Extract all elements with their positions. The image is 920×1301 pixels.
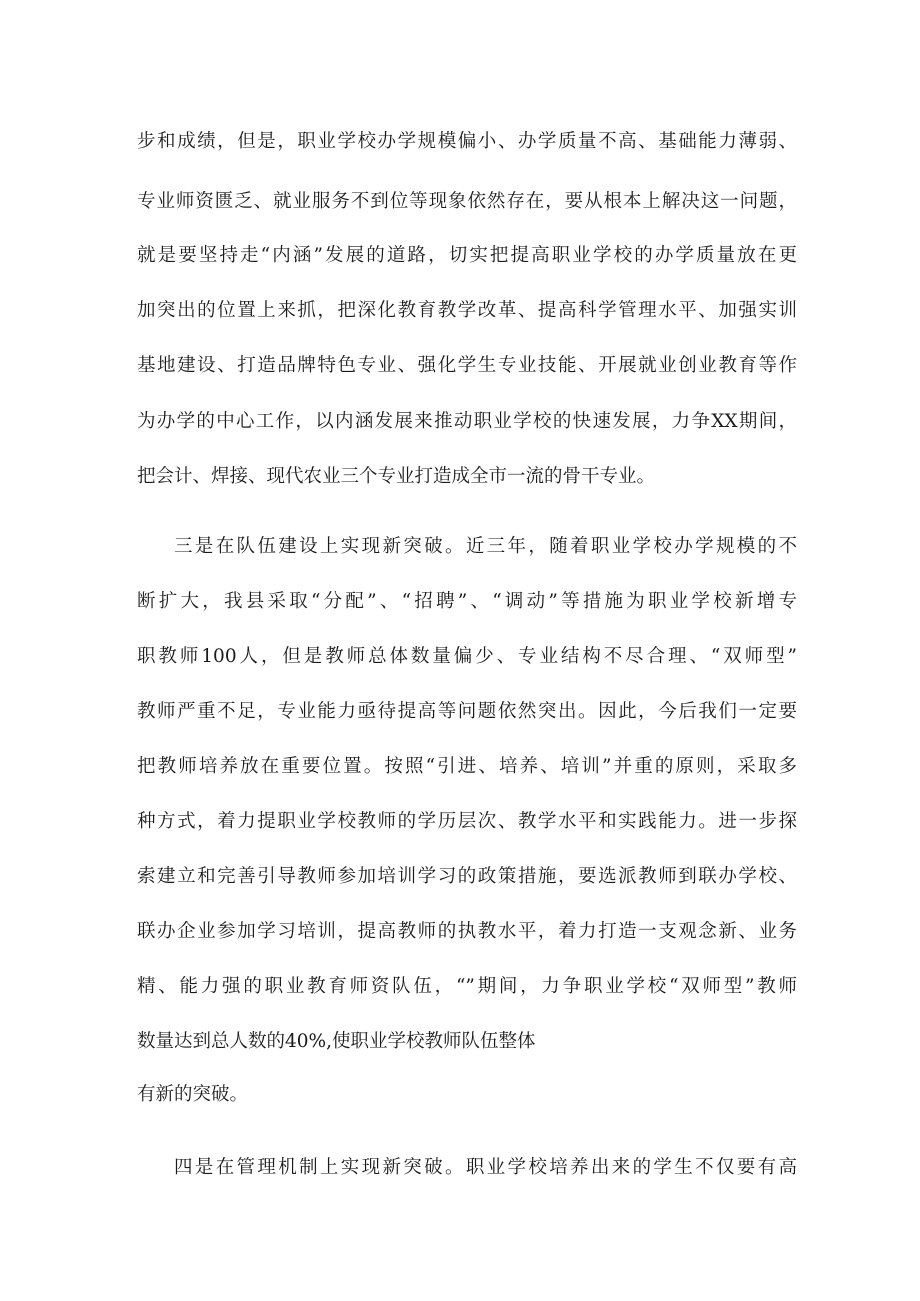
paragraph-3-line-1: 四是在管理机制上实现新突破。职业学校培养出来的学生不仅要有高	[174, 1157, 797, 1178]
paragraph-1-line-5: 基地建设、打造品牌特色专业、强化学生专业技能、开展就业创业教育等作	[137, 355, 797, 376]
paragraph-1-line-7: 把会计、焊接、现代农业三个专业打造成全市一流的骨干专业。	[137, 466, 656, 487]
paragraph-2-line-8: 联办企业参加学习培训，提高教师的执教水平，着力打造一支观念新、业务	[137, 921, 797, 942]
paragraph-2-line-3: 职教师100人，但是教师总体数量偏少、专业结构不尽合理、“双师型”	[137, 646, 797, 667]
paragraph-2-line-7: 索建立和完善引导教师参加培训学习的政策措施，要选派教师到联办学校、	[137, 866, 797, 887]
paragraph-2-line-2: 断扩大，我县采取“分配”、“招聘”、“调动”等措施为职业学校新增专	[137, 591, 797, 612]
paragraph-1-line-3: 就是要坚持走“内涵”发展的道路，切实把提高职业学校的办学质量放在更	[137, 245, 797, 266]
paragraph-2-line-10: 数量达到总人数的40%,使职业学校教师队伍整体	[137, 1031, 536, 1052]
paragraph-2-line-5: 把教师培养放在重要位置。按照“引进、培养、培训”并重的原则，采取多	[137, 756, 797, 777]
paragraph-2-line-4: 教师严重不足，专业能力亟待提高等问题依然突出。因此，今后我们一定要	[137, 701, 797, 722]
paragraph-1-line-1: 步和成绩，但是，职业学校办学规模偏小、办学质量不高、基础能力薄弱、	[137, 131, 797, 152]
paragraph-1-line-6: 为办学的中心工作，以内涵发展来推动职业学校的快速发展，力争XX期间，	[137, 411, 797, 432]
paragraph-2-line-9: 精、能力强的职业教育师资队伍，“”期间，力争职业学校“双师型”教师	[137, 976, 797, 997]
paragraph-2-line-6: 种方式，着力提职业学校教师的学历层次、教学水平和实践能力。进一步探	[137, 811, 797, 832]
paragraph-1-line-4: 加突出的位置上来抓，把深化教育教学改革、提高科学管理水平、加强实训	[137, 300, 797, 321]
paragraph-1-line-2: 专业师资匮乏、就业服务不到位等现象依然存在，要从根本上解决这一问题，	[137, 191, 797, 212]
paragraph-2-line-1: 三是在队伍建设上实现新突破。近三年，随着职业学校办学规模的不	[174, 536, 797, 557]
paragraph-2-line-11: 有新的突破。	[137, 1084, 249, 1105]
